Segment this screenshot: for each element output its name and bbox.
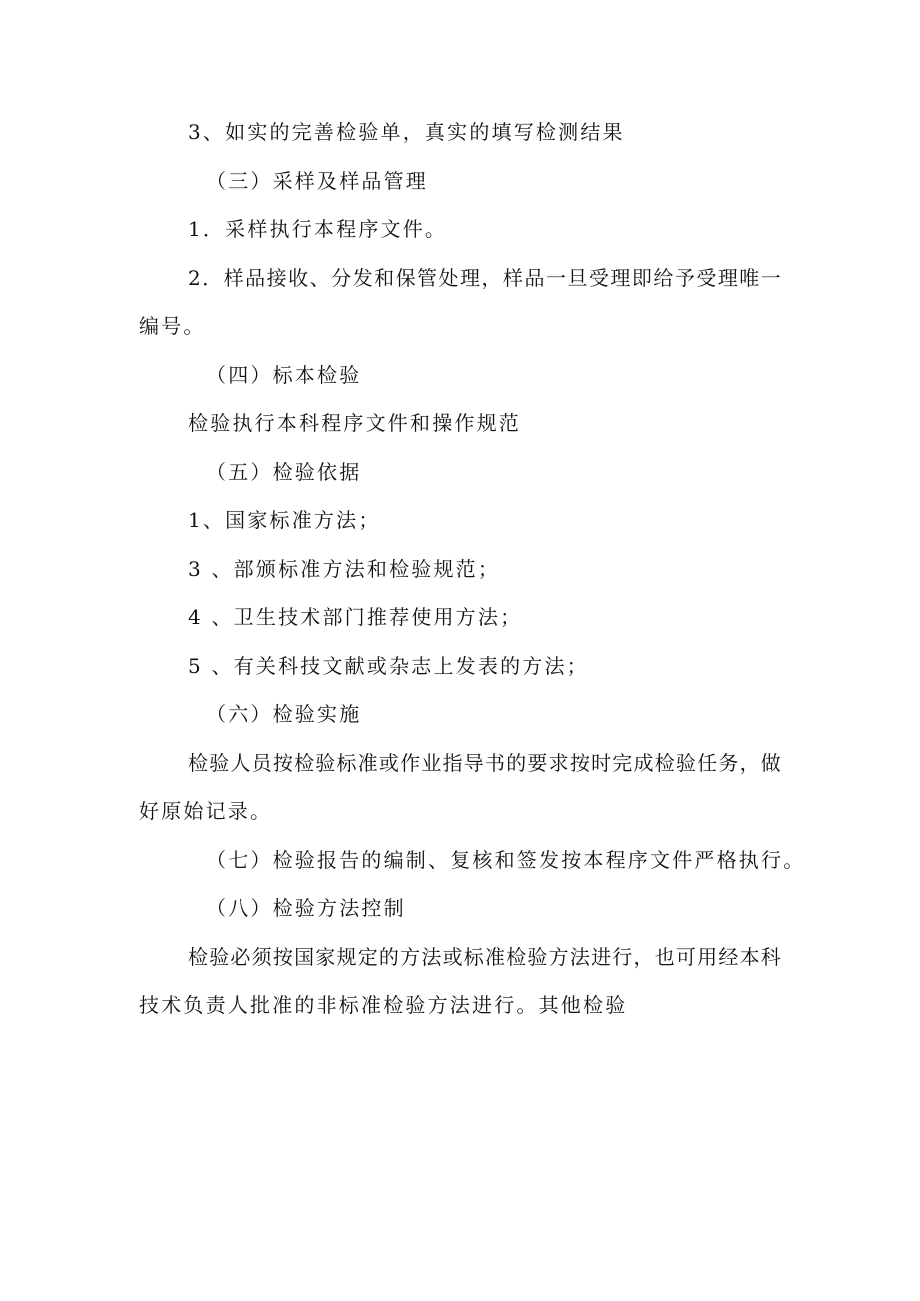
section-heading-report-issuance: （七）检验报告的编制、复核和签发按本程序文件严格执行。 [206,848,806,872]
list-item-2-sample-handling: 2．样品接收、分发和保管处理，样品一旦受理即给予受理唯一 [188,266,782,290]
paragraph-testing-implementation: 检验人员按检验标准或作业指导书的要求按时完成检验任务，做 [188,751,782,775]
paragraph-testing-implementation-continuation: 好原始记录。 [139,799,273,823]
list-item-1-sampling: 1．采样执行本程序文件。 [188,217,448,241]
paragraph-specimen-testing: 检验执行本科程序文件和操作规范 [188,411,521,435]
list-item-5-literature-methods: 5 、有关科技文献或杂志上发表的方法； [188,654,589,678]
section-heading-sampling: （三）采样及样品管理 [206,169,428,193]
paragraph-method-control: 检验必须按国家规定的方法或标准检验方法进行，也可用经本科 [188,945,782,969]
section-heading-testing-basis: （五）检验依据 [206,460,362,484]
list-item-3-record-results: 3、如实的完善检验单，真实的填写检测结果 [188,120,625,144]
list-item-2-continuation: 编号。 [139,314,206,338]
section-heading-testing-implementation: （六）检验实施 [206,702,362,726]
list-item-3-ministry-standard: 3 、部颁标准方法和检验规范； [188,557,501,581]
section-heading-specimen-testing: （四）标本检验 [206,363,362,387]
list-item-4-health-department: 4 、卫生技术部门推荐使用方法； [188,605,523,629]
section-heading-method-control: （八）检验方法控制 [206,896,406,920]
list-item-1-national-standard: 1、国家标准方法； [188,508,381,532]
paragraph-method-control-continuation: 技术负责人批准的非标准检验方法进行。其他检验 [139,993,628,1017]
